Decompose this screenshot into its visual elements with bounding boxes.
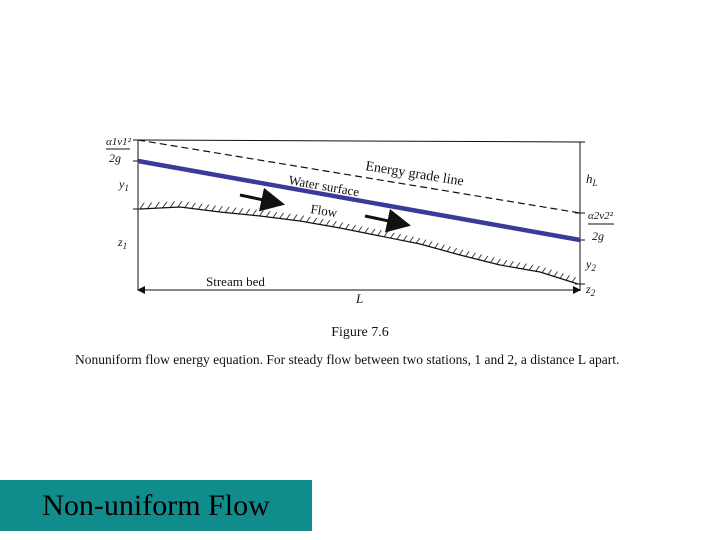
stream-bed-hatch <box>140 201 578 284</box>
stream-bed-line <box>140 207 578 284</box>
figure-number: Figure 7.6 <box>331 325 389 340</box>
stream-bed-label: Stream bed <box>206 274 265 289</box>
flow-arrow-2 <box>365 216 408 225</box>
figure-caption: Nonuniform flow energy equation. For steady flow between two stations, 1 and 2, a distance L apart. <box>75 352 620 367</box>
head-loss-label: $h_L$ <box>586 171 598 188</box>
station-2-depth-label: $y_2$ <box>586 257 596 273</box>
station-1-elevation-label: $z_1$ <box>118 235 128 251</box>
water-surface-label: Water surface <box>287 172 361 200</box>
length-label: L <box>356 291 364 306</box>
energy-grade-line-label: Energy grade line <box>364 159 465 190</box>
station-1-velocity-head-denominator: 2g <box>109 151 121 165</box>
slide-title: Non-uniform Flow <box>0 480 312 531</box>
flow-arrow-1 <box>240 195 282 204</box>
station-2-elevation-label: $z_2$ <box>586 282 596 298</box>
flow-label: Flow <box>309 201 339 221</box>
station-1-depth-label: $y_1$ <box>119 177 129 193</box>
station-2-velocity-head-denominator: 2g <box>592 229 604 243</box>
station-1-velocity-head-numerator: α1v1² <box>106 136 131 148</box>
reference-line-top <box>138 140 580 142</box>
station-2-velocity-head-numerator: α2v2² <box>588 210 613 222</box>
